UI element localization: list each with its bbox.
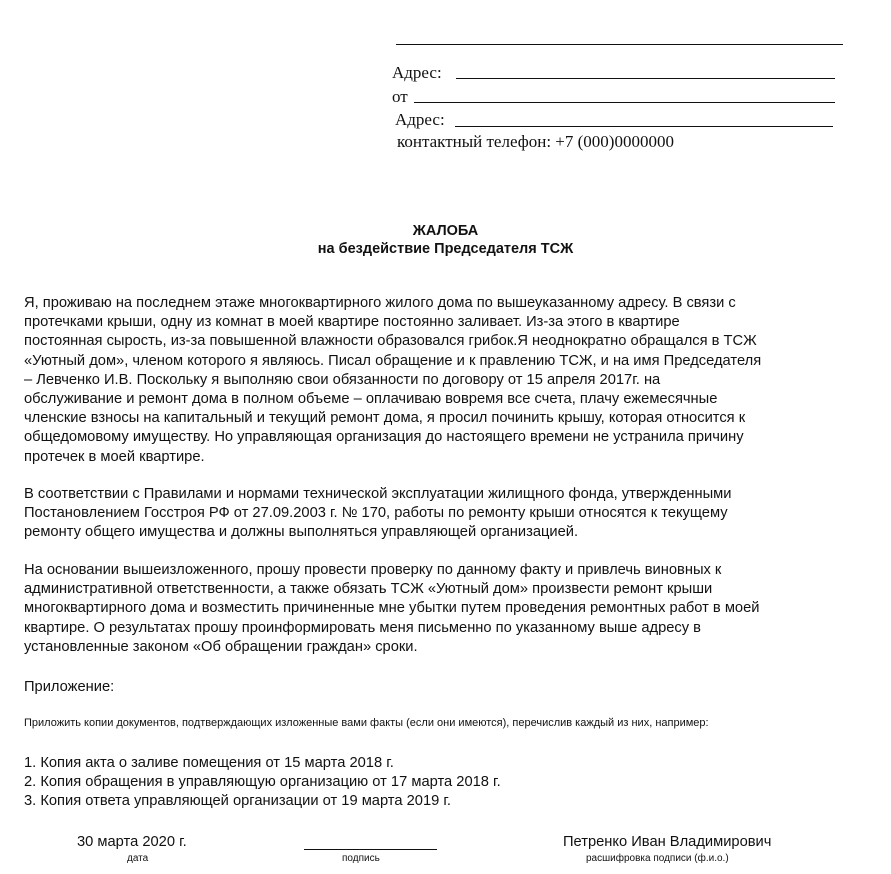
text-line: Постановлением Госстроя РФ от 27.09.2003 г. № 170, работы по ремонту крыши относятся к текущему xyxy=(24,505,728,522)
signature-date-caption: дата xyxy=(127,853,149,864)
text-line: В соответствии с Правилами и нормами технической эксплуатации жилищного фонда, утвержденными xyxy=(24,486,732,502)
signature-name-caption: расшифровка подписи (ф.и.о.) xyxy=(586,853,729,864)
document-subtitle: на бездействие Председателя ТСЖ xyxy=(317,241,574,257)
text-line: административной ответственности, а также обязать ТСЖ «Уютный дом» произвести ремонт крыши xyxy=(24,581,713,598)
appendix-note: Приложить копии документов, подтверждающих изложенные вами факты (если они имеются), перечислив каждый из них, например: xyxy=(24,717,709,729)
text-line: многоквартирного дома и возместить причиненные мне убытки путем проведения ремонтных работ в моей xyxy=(24,600,760,617)
text-line: членские взносы на капитальный и текущий ремонт дома, я просил починить крышу, которая относится к xyxy=(24,410,746,427)
paragraph-1 xyxy=(24,294,874,467)
document-title: ЖАЛОБА xyxy=(412,223,479,239)
signature-caption: подпись xyxy=(342,853,380,864)
address-label-2: Адрес: xyxy=(395,110,445,129)
appendix-list xyxy=(24,754,874,812)
address-line-1 xyxy=(456,78,835,79)
appendix-item: 1. Копия акта о заливе помещения от 15 марта 2018 г. xyxy=(24,755,394,771)
text-line: постоянная сырость, из-за повышенной влажности образовался грибок.Я неоднократно обращался в ТСЖ xyxy=(24,333,757,350)
appendix-item: 2. Копия обращения в управляющую организацию от 17 марта 2018 г. xyxy=(24,774,501,791)
appendix-item: 3. Копия ответа управляющей организации от 19 марта 2019 г. xyxy=(24,793,452,810)
paragraph-2 xyxy=(24,485,874,543)
recipient-line xyxy=(396,44,843,45)
appendix-heading: Приложение: xyxy=(24,679,115,695)
text-line: квартире. О результатах прошу проинформировать меня письменно по указанному выше адресу в xyxy=(24,619,701,636)
signature-date: 30 марта 2020 г. xyxy=(77,834,187,850)
address-label-1: Адрес: xyxy=(392,63,442,82)
address-line-2 xyxy=(455,126,833,127)
text-line: протечек в моей квартире. xyxy=(24,448,205,465)
paragraph-3 xyxy=(24,561,874,657)
phone-line: контактный телефон: +7 (000)0000000 xyxy=(397,132,674,151)
text-line: ремонту общего имущества и должны выполняться управляющей организацией. xyxy=(24,524,579,541)
text-line: На основании вышеизложенного, прошу провести проверку по данному факту и привлечь виновных к xyxy=(24,562,722,578)
text-line: «Уютный дом», членом которого я являюсь. Писал обращение и к правлению ТСЖ, и на имя Председателя xyxy=(24,352,762,369)
text-line: общедомовому имуществу. Но управляющая организация до настоящего времени не устранила причину xyxy=(24,429,744,446)
text-line: – Левченко И.В. Поскольку я выполняю свои обязанности по договору от 15 апреля 2017г. на xyxy=(24,371,661,388)
signature-line xyxy=(304,849,437,850)
from-line xyxy=(414,102,835,103)
signature-name: Петренко Иван Владимирович xyxy=(563,834,772,850)
text-line: обслуживание и ремонт дома в полном объеме – оплачиваю вовремя все счета, плачу ежемесячные xyxy=(24,391,718,408)
from-label: от xyxy=(392,87,408,106)
text-line: Я, проживаю на последнем этаже многоквартирного жилого дома по вышеуказанному адресу. В связи с xyxy=(24,295,736,311)
text-line: протечками крыши, одну из комнат в моей квартире постоянно заливает. Из-за этого в квартире xyxy=(24,314,680,331)
text-line: установленные законом «Об обращении граждан» сроки. xyxy=(24,638,418,655)
